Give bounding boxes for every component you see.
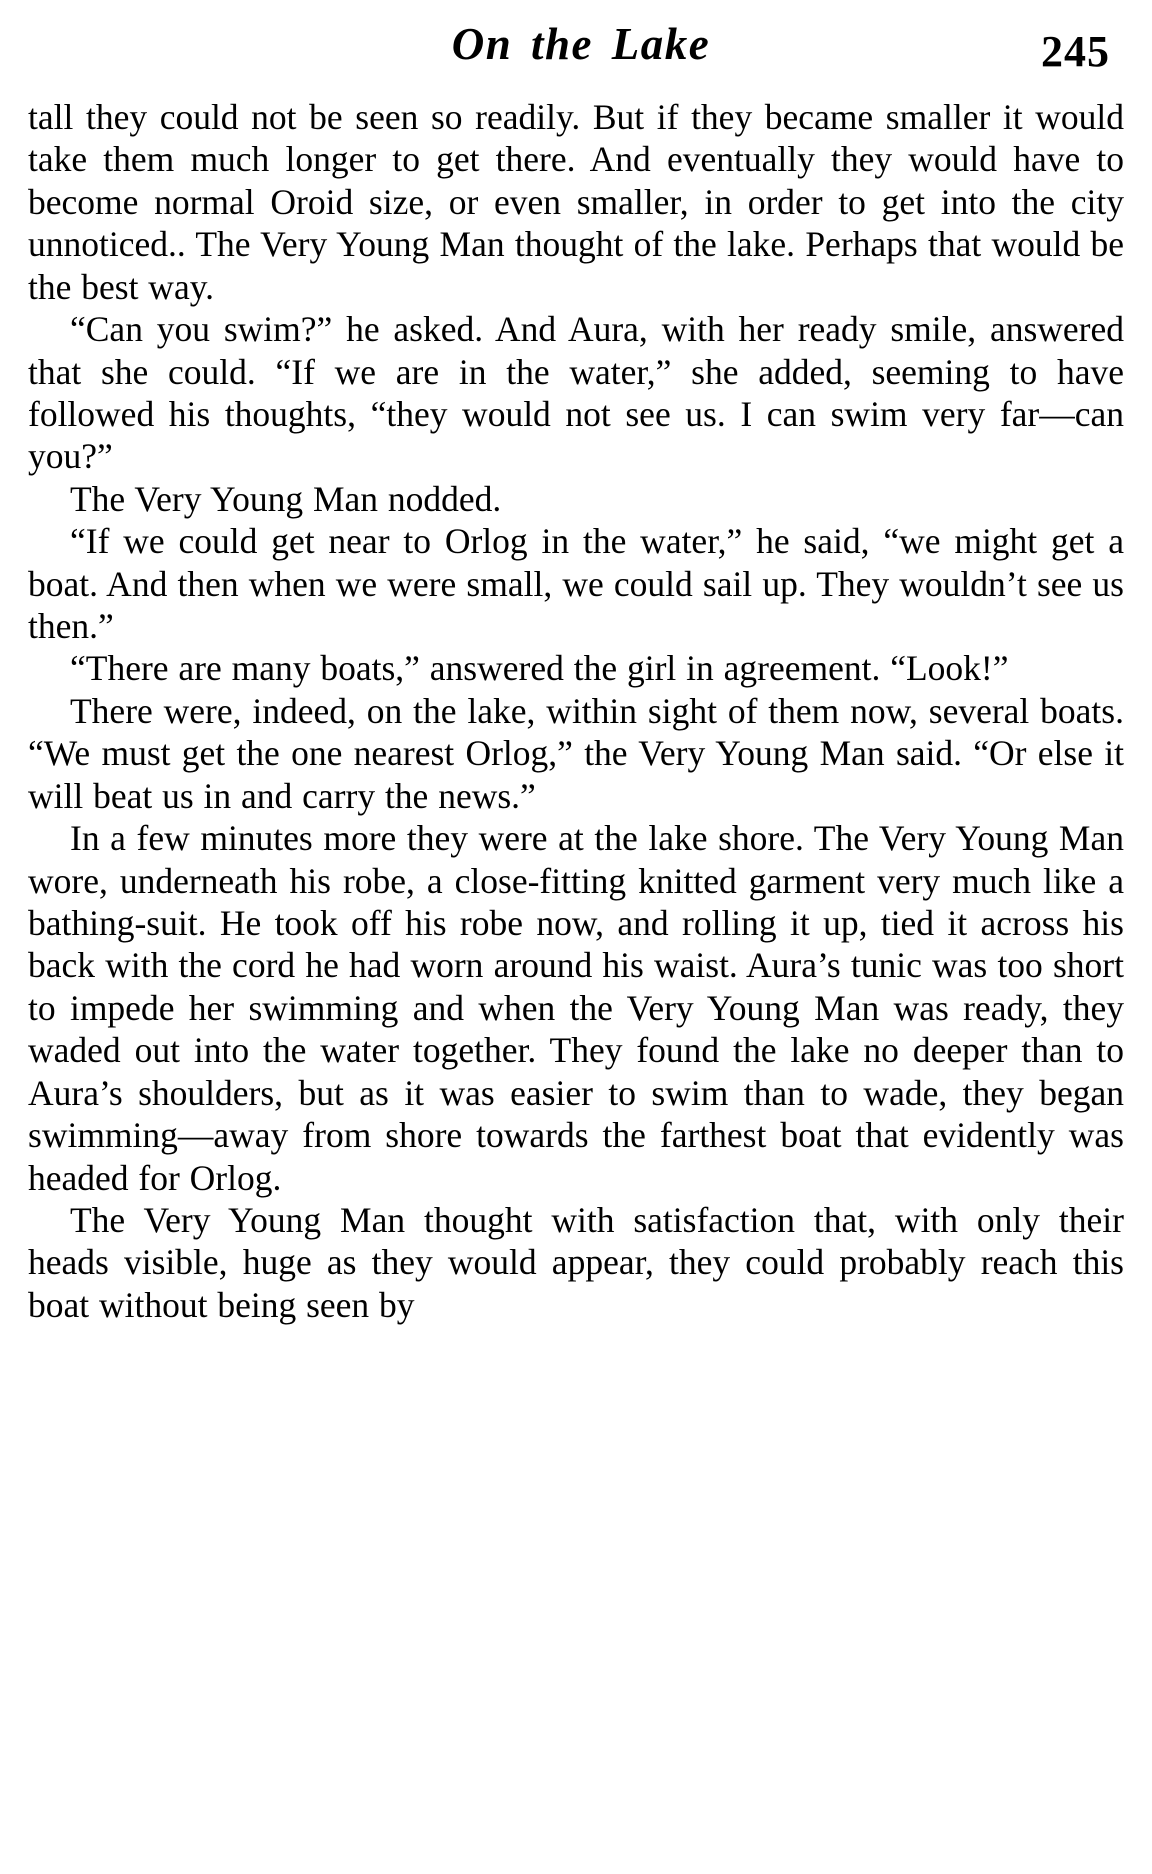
body-paragraph: “There are many boats,” answered the girl in agreement. “Look!”	[70, 648, 1009, 689]
page-body	[26, 96, 1126, 1326]
body-paragraph: In a few minutes more they were at the lake shore. The Very Young Man wore, underneath his robe, a close-fitting knitted garment very much like a bathing-suit. He took off his robe now, and rolling it up, tied it across his back with the cord he had worn around his waist. Aura’s tunic was too short to impede her swimming and when the Very Young Man was ready, they waded out into the water together. They found the lake no deeper than to Aura’s shoulders, but as it was easier to swim than to wade, they began swimming—away from shore towards the farthest boat that evidently was headed for Orlog.	[28, 818, 1124, 1198]
body-paragraph: The Very Young Man thought with satisfaction that, with only their heads visible, huge as they would appear, they could probably reach this boat without being seen by	[28, 1199, 1124, 1325]
page-header	[26, 18, 1126, 90]
body-paragraph: “Can you swim?” he asked. And Aura, with her ready smile, answered that she could. “If we are in the water,” she added, seeming to have followed his thoughts, “they would not see us. I can swim very far—can you?”	[28, 309, 1124, 477]
body-paragraph: The Very Young Man nodded.	[70, 478, 502, 519]
page-number: 245	[1041, 27, 1110, 76]
body-paragraph: There were, indeed, on the lake, within sight of them now, several boats. “We must get the one nearest Orlog,” the Very Young Man said. “Or else it will beat us in and carry the news.”	[28, 690, 1124, 816]
body-paragraph: tall they could not be seen so readily. But if they became smaller it would take them much longer to get there. And eventually they would have to become normal Oroid size, or even smaller, in order to get into the city unnoticed.. The Very Young Man thought of the lake. Perhaps that would be the best way.	[28, 97, 1124, 307]
running-title: On the Lake	[451, 19, 711, 69]
body-paragraph: “If we could get near to Orlog in the water,” he said, “we might get a boat. And then when we were small, we could sail up. They wouldn’t see us then.”	[28, 521, 1124, 647]
